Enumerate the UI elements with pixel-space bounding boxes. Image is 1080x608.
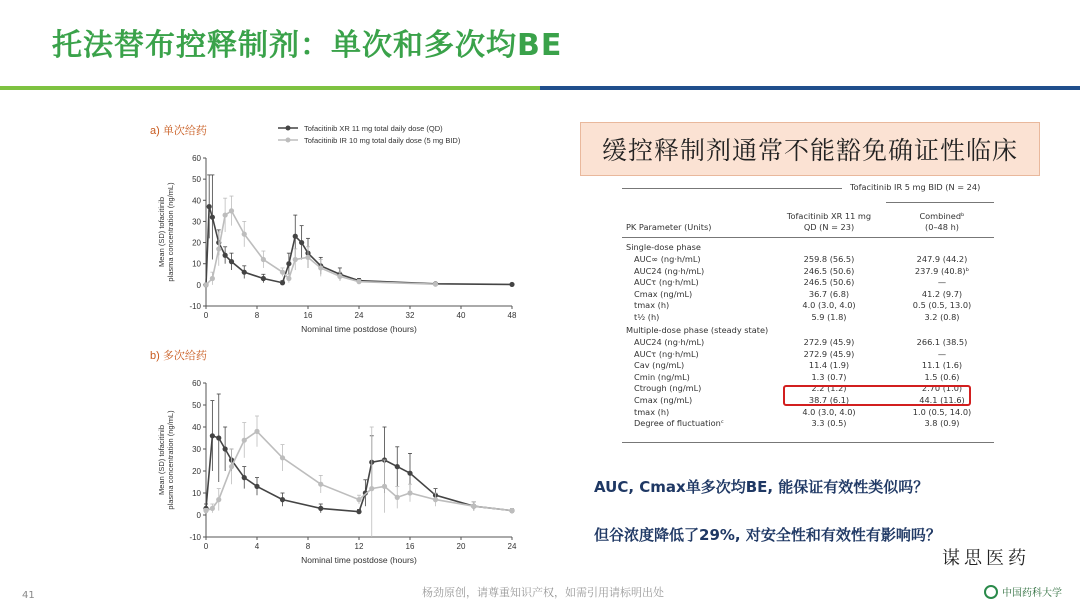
- x-tick-label: 40: [456, 311, 466, 320]
- data-point: [216, 246, 221, 251]
- data-point: [356, 279, 361, 284]
- legend-label-0: Tofacitinib XR 11 mg total daily dose (QD): [304, 124, 443, 133]
- data-point: [509, 508, 514, 513]
- pk-single-row-2-combined: —: [937, 277, 947, 288]
- pk-multi-row-5-combined: 44.1 (11.6): [919, 395, 965, 405]
- data-point: [356, 497, 361, 502]
- y-tick-label: 60: [192, 154, 201, 163]
- pk-single-row-3-param: Cmax (ng/mL): [634, 288, 693, 299]
- pk-col-b-line1: Combinedᵇ: [919, 211, 965, 221]
- y-tick-label: 10: [192, 489, 201, 498]
- y-tick-label: -10: [189, 302, 201, 311]
- pk-multi-row-6-combined: 1.0 (0.5, 14.0): [912, 406, 972, 417]
- pk-col-b-line2: (0–48 h): [925, 222, 959, 232]
- pk-single-row-5-combined: 3.2 (0.8): [924, 312, 960, 322]
- x-tick-label: 32: [405, 311, 415, 320]
- series-1: [203, 416, 514, 537]
- x-tick-label: 24: [507, 542, 517, 551]
- pk-single-row-2-param: AUCτ (ng·h/mL): [634, 277, 699, 288]
- pk-single-row-1-combined: 237.9 (40.8)ᵇ: [914, 265, 970, 276]
- pk-table-rule-bottom: [622, 442, 994, 443]
- pk-single-row-0-param: AUC∞ (ng·h/mL): [634, 254, 701, 264]
- pk-single-row-4-combined: 0.5 (0.5, 13.0): [912, 300, 972, 311]
- pk-multi-row-6-xr: 4.0 (3.0, 4.0): [802, 406, 856, 417]
- signature: 谋思医药: [942, 548, 1030, 569]
- pk-multi-row-3-param: Cmin (ng/mL): [634, 371, 690, 382]
- pk-multi-row-5-xr: 38.7 (6.1): [808, 395, 850, 405]
- pk-section-multi: Multiple-dose phase (steady state): [626, 325, 769, 335]
- single-dose-chart: [148, 120, 528, 335]
- data-point: [242, 438, 247, 443]
- pk-multi-row-5-param: Cmax (ng/mL): [634, 395, 693, 405]
- university-logo: [984, 584, 1062, 599]
- pk-multi-row-6-param: tmax (h): [634, 406, 670, 417]
- data-point: [207, 204, 212, 209]
- question-2: 但谷浓度降低了29%, 对安全性和有效性有影响吗？: [594, 526, 941, 544]
- panel-label: a) 单次给药: [150, 125, 207, 137]
- data-point: [280, 270, 285, 275]
- data-point: [203, 508, 208, 513]
- data-point: [395, 495, 400, 500]
- x-tick-label: 20: [456, 542, 466, 551]
- data-point: [254, 484, 259, 489]
- pk-multi-row-2-xr: 11.4 (1.9): [808, 360, 850, 371]
- data-point: [369, 486, 374, 491]
- x-tick-label: 0: [203, 311, 209, 320]
- pk-multi-row-1-param: AUCτ (ng·h/mL): [634, 348, 699, 359]
- data-point: [407, 471, 412, 476]
- pk-multi-row-4-param: Ctrough (ng/mL): [634, 383, 702, 394]
- data-point: [229, 259, 234, 264]
- y-tick-label: 60: [192, 379, 201, 388]
- data-point: [210, 433, 215, 438]
- page-number: 41: [22, 590, 35, 601]
- data-point: [280, 455, 285, 460]
- pk-multi-row-3-combined: 1.5 (0.6): [924, 371, 960, 382]
- data-point: [337, 274, 342, 279]
- pk-table-rule-group: [886, 202, 994, 203]
- panel-label: b) 多次给药: [150, 350, 207, 362]
- pk-single-row-1-param: AUC24 (ng·h/mL): [634, 265, 705, 276]
- pk-multi-row-0-xr: 272.9 (45.9): [803, 337, 855, 347]
- pk-multi-row-2-param: Cav (ng/mL): [634, 360, 685, 371]
- data-point: [242, 232, 247, 237]
- data-point: [318, 482, 323, 487]
- pk-multi-row-3-xr: 1.3 (0.7): [811, 371, 847, 382]
- data-point: [261, 276, 266, 281]
- pk-multi-row-4-xr: 2.2 (1.2): [811, 383, 847, 394]
- legend-marker-0: [286, 126, 291, 131]
- pk-multi-row-0-combined: 266.1 (38.5): [916, 337, 968, 347]
- x-tick-label: 8: [254, 311, 260, 320]
- data-point: [280, 497, 285, 502]
- ctrough-highlight-box: [783, 385, 971, 406]
- pk-col-param-header: PK Parameter (Units): [626, 222, 712, 232]
- y-tick-label: 30: [192, 217, 201, 227]
- series-line: [206, 207, 512, 285]
- data-point: [293, 257, 298, 262]
- data-point: [210, 276, 215, 281]
- data-point: [471, 504, 476, 509]
- pk-single-row-2-xr: 246.5 (50.6): [803, 277, 855, 288]
- series-1: [203, 196, 438, 287]
- question-1: AUC, Cmax单多次均BE, 能保证有效性类似吗？: [594, 478, 929, 496]
- series-0: [203, 175, 514, 288]
- title-underline-blue: [540, 86, 1080, 90]
- data-point: [286, 276, 291, 281]
- data-point: [254, 429, 259, 434]
- slide-title: 托法替布控释制剂：单次和多次均BE: [52, 28, 563, 63]
- data-point: [318, 506, 323, 511]
- pk-single-row-4-param: tmax (h): [634, 300, 670, 311]
- legend-label-1: Tofacitinib IR 10 mg total daily dose (5 mg BID): [304, 136, 461, 145]
- data-point: [216, 497, 221, 502]
- data-point: [210, 506, 215, 511]
- data-point: [286, 261, 291, 266]
- data-point: [433, 282, 438, 287]
- data-point: [229, 208, 234, 213]
- data-point: [261, 257, 266, 262]
- data-point: [382, 484, 387, 489]
- data-point: [280, 280, 285, 285]
- data-point: [299, 240, 304, 245]
- x-tick-label: 16: [405, 542, 415, 551]
- y-tick-label: 50: [192, 401, 201, 410]
- pk-multi-row-4-combined: 2.70 (1.0): [921, 383, 963, 394]
- legend-marker-1: [286, 138, 291, 143]
- logo-text: 中国药科大学: [1002, 588, 1062, 599]
- data-point: [223, 253, 228, 258]
- pk-table-rule-top: [622, 188, 842, 189]
- data-point: [242, 475, 247, 480]
- data-point: [395, 464, 400, 469]
- data-point: [216, 435, 221, 440]
- data-point: [433, 497, 438, 502]
- pk-col-a-line2: QD (N = 23): [803, 222, 855, 232]
- pk-single-row-0-combined: 247.9 (44.2): [916, 254, 968, 264]
- x-tick-label: 12: [354, 542, 364, 551]
- data-point: [318, 265, 323, 270]
- data-point: [203, 282, 208, 287]
- pk-table-title: Tofacitinib IR 5 mg BID (N = 24): [850, 182, 981, 192]
- y-axis-label: Mean (SD) tofacitinibplasma concentration (ng/mL): [157, 410, 175, 510]
- pk-single-row-5-xr: 5.9 (1.8): [811, 312, 847, 322]
- x-tick-label: 0: [203, 542, 209, 551]
- x-tick-label: 48: [507, 311, 517, 320]
- pk-multi-row-0-param: AUC24 (ng·h/mL): [634, 337, 705, 347]
- y-tick-label: 40: [192, 423, 201, 432]
- multiple-dose-chart: [148, 345, 528, 575]
- pk-multi-row-7-combined: 3.8 (0.9): [924, 418, 960, 429]
- data-point: [509, 282, 514, 287]
- y-axis-label: Mean (SD) tofacitinibplasma concentration (ng/mL): [157, 182, 175, 282]
- data-point: [223, 212, 228, 217]
- y-tick-label: 20: [192, 238, 201, 248]
- data-point: [210, 215, 215, 220]
- y-tick-label: 20: [192, 467, 201, 476]
- x-axis-label: Nominal time postdose (hours): [301, 324, 417, 334]
- logo-icon: [984, 585, 998, 599]
- x-tick-label: 4: [254, 542, 260, 551]
- pk-single-row-3-xr: 36.7 (6.8): [808, 288, 850, 299]
- x-tick-label: 16: [303, 311, 313, 320]
- pk-multi-row-2-combined: 11.1 (1.6): [921, 360, 963, 371]
- callout-box: 缓控释制剂通常不能豁免确证性临床: [580, 122, 1040, 176]
- pk-multi-row-1-combined: —: [937, 348, 947, 359]
- pk-multi-row-7-xr: 3.3 (0.5): [811, 418, 847, 429]
- pk-section-single: Single-dose phase: [626, 242, 701, 252]
- pk-multi-row-7-param: Degree of fluctuationᶜ: [634, 418, 724, 429]
- y-tick-label: 10: [192, 259, 201, 269]
- data-point: [407, 490, 412, 495]
- pk-single-row-4-xr: 4.0 (3.0, 4.0): [802, 300, 856, 311]
- y-tick-label: 0: [196, 511, 201, 520]
- y-tick-label: 30: [192, 445, 201, 454]
- pk-single-row-1-xr: 246.5 (50.6): [803, 265, 855, 276]
- y-tick-label: 50: [192, 175, 201, 185]
- footer-note: 杨劲原创，请尊重知识产权，如需引用请标明出处: [422, 586, 664, 599]
- data-point: [229, 464, 234, 469]
- data-point: [242, 270, 247, 275]
- x-axis-label: Nominal time postdose (hours): [301, 555, 417, 565]
- data-point: [305, 255, 310, 260]
- y-tick-label: -10: [189, 533, 201, 542]
- pk-multi-row-1-xr: 272.9 (45.9): [803, 348, 855, 359]
- pk-single-row-5-param: t½ (h): [634, 312, 660, 322]
- x-tick-label: 24: [354, 311, 364, 320]
- pk-col-a-line1: Tofacitinib XR 11 mg: [786, 211, 872, 221]
- pk-single-row-3-combined: 41.2 (9.7): [921, 288, 963, 299]
- y-tick-label: 40: [192, 196, 201, 206]
- pk-single-row-0-xr: 259.8 (56.5): [803, 254, 855, 264]
- data-point: [356, 509, 361, 514]
- x-tick-label: 8: [305, 542, 311, 551]
- data-point: [223, 446, 228, 451]
- y-tick-label: 0: [196, 280, 201, 290]
- pk-table-rule-header: [622, 237, 994, 238]
- data-point: [293, 234, 298, 239]
